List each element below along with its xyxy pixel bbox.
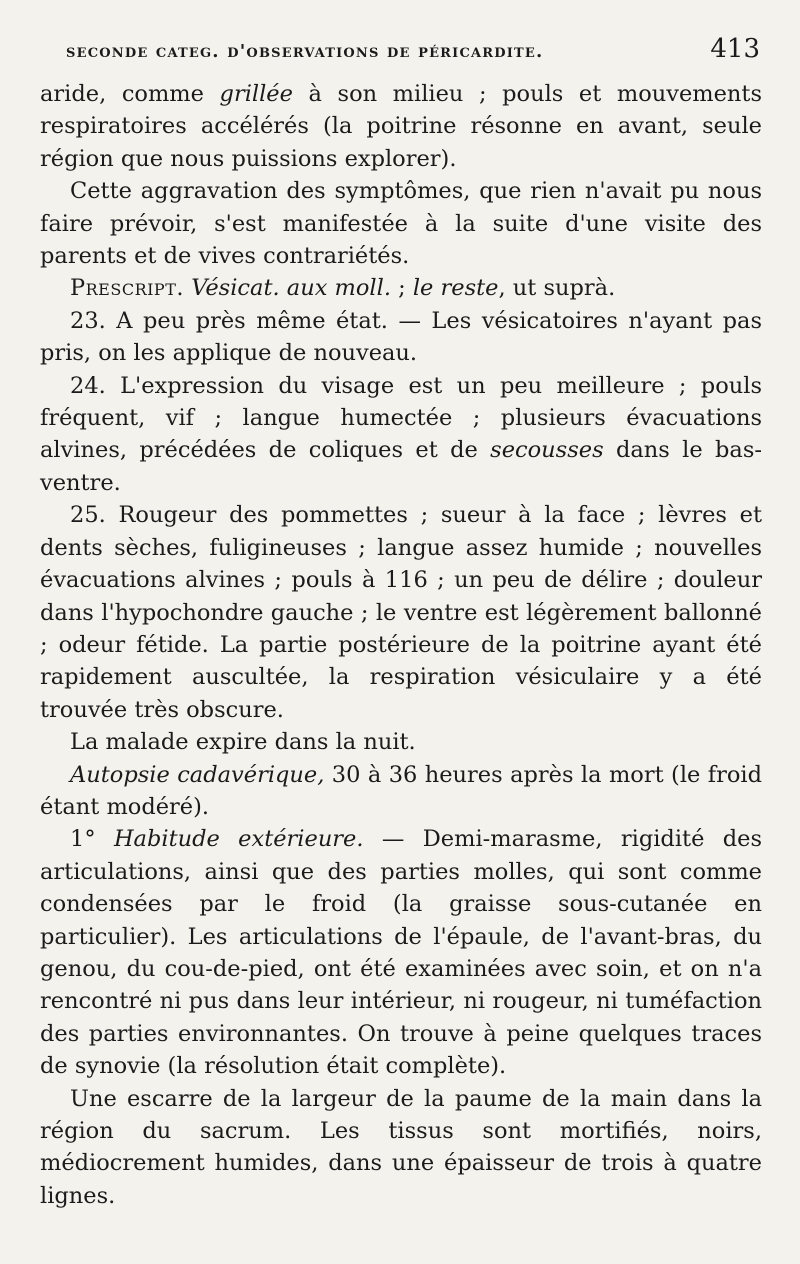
page-header [40, 34, 762, 64]
text-run: ; [390, 275, 413, 302]
text-run: 24. L'expression du visage est un peu meilleure ; pouls fréquent, vif ; langue humectée ; plusieurs évacuations alvines, précédées de coliques et de [40, 372, 762, 464]
running-head: seconde categ. d'observations de péricardite. [66, 41, 544, 62]
paragraph-2: Cette aggravation des symptômes, que rien n'avait pu nous faire prévoir, s'est manifestée à la suite d'une visite des parents et de vives contrariétés. [40, 178, 762, 270]
paragraph-habitude [40, 823, 762, 1082]
text-run: dans le bas-ventre. [40, 437, 762, 496]
paragraph-death: La malade expire dans la nuit. [70, 729, 416, 756]
paragraph-prescript [40, 272, 762, 304]
prescript-label: Prescript. [70, 275, 185, 302]
italic-run: aux moll. [279, 275, 391, 302]
paragraph-day-25: 25. Rougeur des pommettes ; sueur à la face ; lèvres et dents sèches, fuligineuses ; langue assez humide ; nouvelles évacuations alvines ; pouls à 116 ; un peu de délire ; douleur dans l'hypochondre gauche ; le ventre est légèrement ballonné ; odeur fétide. La partie postérieure de la poitrine ayant été rapidement auscultée, la respiration vésiculaire y a été trouvée très obscure. [40, 502, 762, 723]
italic-run: le reste [412, 275, 499, 302]
italic-run: Vésicat. [191, 275, 280, 302]
paragraph-1 [40, 78, 762, 175]
page-number: 413 [710, 34, 760, 64]
paragraph-escarre: Une escarre de la largeur de la paume de la main dans la région du sacrum. Les tissus sont mortifiés, noirs, médiocrement humides, dans une épaisseur de trois à quatre lignes. [40, 1085, 762, 1209]
text-run: aride, comme [40, 81, 220, 107]
paragraph-autopsy [40, 759, 762, 824]
paragraph-day-23: 23. A peu près même état. — Les vésicatoires n'ayant pas pris, on les applique de nouveau. [40, 307, 762, 367]
italic-run: grillée [219, 81, 293, 107]
paragraph-day-24 [40, 370, 762, 500]
text-run: — Demi-marasme, rigidité des articulations, ainsi que des parties molles, qui sont comme condensées par le froid (la graisse sous-cutanée en particulier). Les articulations de l'épaule, de l'avant-bras, du genou, du cou-de-pied, ont été examinées avec soin, et on n'a rencontré ni pus dans leur intérieur, ni rougeur, ni tuméfaction des parties environnantes. On trouve à peine quelques traces de synovie (la résolution était complète). [40, 826, 763, 1080]
italic-run: Habitude extérieure. [113, 826, 364, 853]
text-run: à son milieu ; pouls et mouvements respiratoires accélérés (la poitrine résonne en avant, seule région que nous puissions explorer). [40, 81, 762, 172]
text-run: 1° [70, 826, 114, 853]
italic-run: secousses [490, 437, 604, 464]
text-run: 30 à 36 heures après la mort (le froid étant modéré). [40, 761, 762, 820]
text-run: , ut suprà. [498, 275, 616, 302]
body-text [40, 78, 762, 1212]
italic-run: Autopsie cadavérique, [70, 761, 325, 788]
